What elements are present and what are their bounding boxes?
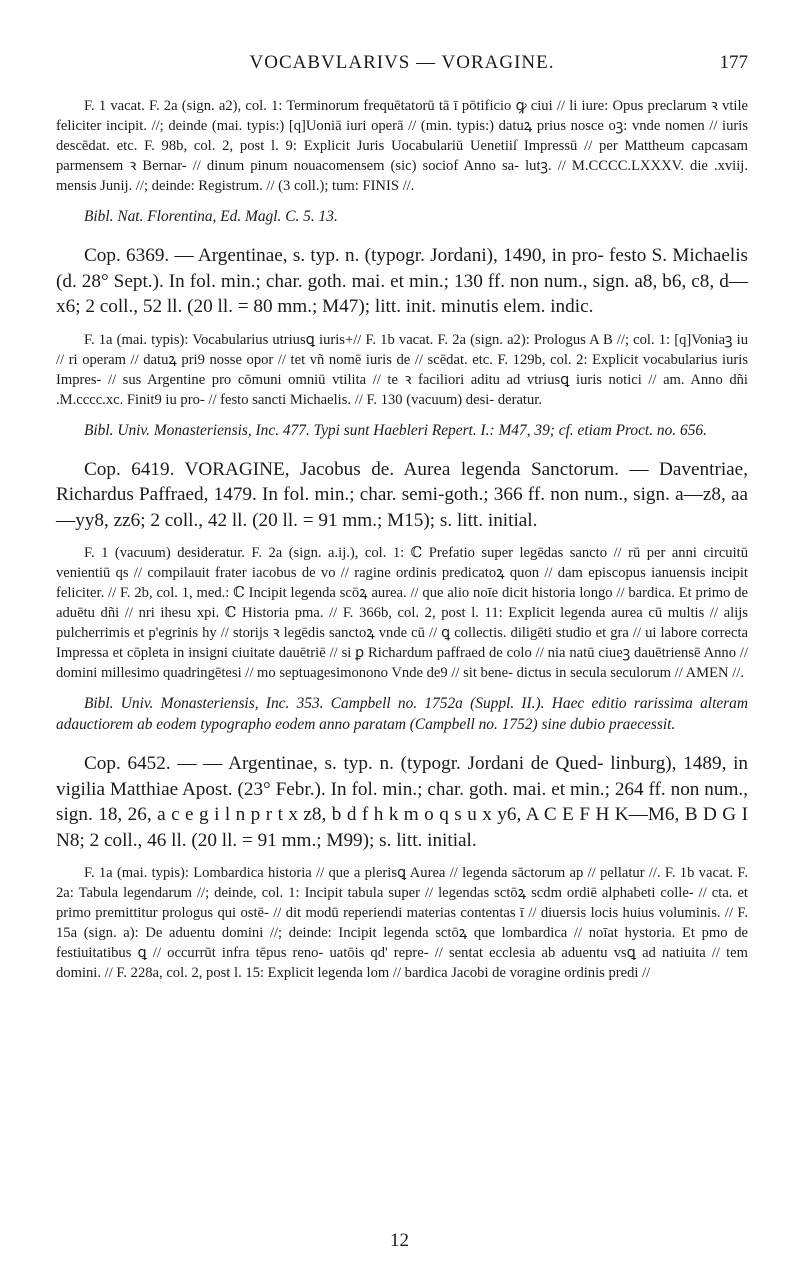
entry-6419-bibliography: Bibl. Univ. Monasteriensis, Inc. 353. Campbell no. 1752a (Suppl. II.). Haec editio rarissima alteram adauctiorem ab eodem typographo eodem anno paratam (Campbell no. 1752) sine dubio praecessit. — [56, 695, 748, 733]
entry-6349-description: F. 1 vacat. F. 2a (sign. a2), col. 1: Terminorum frequētatorū tā ī pōtificio ꝙ ciui // li iure: Opus preclarum ꝛ vtile feliciter incipit. //; deinde (mai. typis:) [q]Uoniā iuri operā // (min. typis:) datuꝝ prius nosce oꝫ: vnde nomen // iuris descēdat. etc. F. 98b, col. 2, post l. 9: Explicit Juris Uocabulariū Uenetiiſ Impressū // per Mattheum capcasam parmensem ꝛ Bernar- // dinum pinum nouacomensem (sic) sociof Anno sa- lutꝫ. // M.CCCC.LXXXV. die .xviij. mensis Junij. //; deinde: Registrum. // (3 coll.); tum: FINIS //. — [56, 98, 748, 194]
entry-6452-description: F. 1a (mai. typis): Lombardica historia // que a plerisꝗ Aurea // legenda sāctorum ap // pellatur //. F. 1b vacat. F. 2a: Tabula legendarum //; deinde, col. 1: Incipit tabula super // legendas sctōꝝ scdm ordiē alphabeti colle- // cta. et primo premittitur prologus qui ostē- // dit modū reperiendi materias contentas ī // diuersis locis huius voluminis. // F. 15a (sign. a): De aduentu domini //; deinde: Incipit legenda sctōꝝ que lombardica // noīat hystoria. Et pmo de festiuitatibus ꝗ // occurrūt infra tēpus reno- uatōis qd' repre- // sentat ecclesia ab aduentu vsꝗ ad natiuita // tem domini. // F. 228a, col. 2, post l. 15: Explicit legenda lom // bardica Jacobi de voragine ordinis predi // — [56, 865, 748, 981]
signature-mark: 12 — [390, 1230, 409, 1251]
running-title: VOCABVLARIVS — VORAGINE. — [249, 52, 555, 73]
entry-6369-heading: Cop. 6369. — Argentinae, s. typ. n. (typogr. Jordani), 1490, in pro- festo S. Michaelis (d. 28° Sept.). In fol. min.; char. goth. mai. et min.; 130 ff. non num., sign. a8, b6, c8, d—x6; 2 coll., 52 ll. (20 ll. = 80 mm.; M47); litt. init. minutis elem. indic. — [56, 245, 748, 317]
page-number: 177 — [719, 52, 748, 73]
entry-6419-heading: Cop. 6419. VORAGINE, Jacobus de. Aurea legenda Sanctorum. — Daventriae, Richardus Paffraed, 1479. In fol. min.; char. semi-goth.; 366 ff. non num., sign. a—z8, aa—yy8, zz6; 2 coll., 42 ll. (20 ll. = 91 mm.; M15); s. litt. initial. — [56, 458, 748, 531]
entry-6349-bibliography: Bibl. Nat. Florentina, Ed. Magl. C. 5. 13. — [84, 208, 338, 225]
entry-6369-bibliography: Bibl. Univ. Monasteriensis, Inc. 477. Typi sunt Haebleri Repert. I.: M47, 39; cf. etiam Proct. no. 656. — [84, 421, 707, 439]
running-head — [56, 52, 748, 82]
entry-6452-heading: Cop. 6452. — — Argentinae, s. typ. n. (typogr. Jordani de Qued- linburg), 1489, in vigilia Matthiae Apost. (23° Febr.). In fol. min.; char. goth. mai. et min.; 264 ff. non num., sign. 18, 26, a c e g i l n p r t x z8, b d f h k m o q s u x y6, A C E F H K—M6, B D G I N8; 2 coll., 46 ll. (20 ll. = 91 mm.; M99); s. litt. initial. — [56, 753, 748, 851]
entry-6419-description: F. 1 (vacuum) desideratur. F. 2a (sign. a.ij.), col. 1: ℂ Prefatio super legēdas sancto // rū per anni circuitū venientiū qs // compilauit frater iacobus de vo // ragine ordinis predicatoꝝ quon // dam episcopus ianuensis incipit feliciter. // F. 2b, col. 1, med.: ℂ Incipit legenda scōꝝ aurea. // que alio noīe dicit historia longo // bardica. Et primo de aduētu dñi // nri ihesu xpi. ℂ Historia pma. // F. 366b, col. 2, post l. 11: Explicit legenda aurea cū multis // alijs pulcherrimis et p'egrinis hy // storijs ꝛ legēdis sanctoꝝ vnde cū // ꝗ collectis. diligēti studio et gra // ui labore correcta Impressa et cōpleta in insigni ciuitate dauētriē // si ꝑ Richardum paffraed de colo // nia natū ciueꝫ dauētriensē Anno // domini millesimo quadringētesi // mo septuagesimonono Vnde de9 // sit bene- dictus in secula seculorum // AMEN //. — [56, 545, 748, 681]
entry-6369-description: F. 1a (mai. typis): Vocabularius utriusꝗ iuris+// F. 1b vacat. F. 2a (sign. a2): Prologus A B //; col. 1: [q]Voniaꝫ iu // ri operam // datuꝝ pri9 nosse opor // tet vñ nomē iuris de // scēdat. etc. F. 129b, col. 2: Explicit vocabularius iuris Impres- // sus Argentine pro cōmuni omniū vtilita // te ꝛ faciliori aditu ad vtriusꝗ iuris notici // am. Anno dñi .M.cccc.xc. Finit9 iu pro- // festo sancti Michaelis. // F. 130 (vacuum) desi- deratur. — [56, 331, 748, 408]
